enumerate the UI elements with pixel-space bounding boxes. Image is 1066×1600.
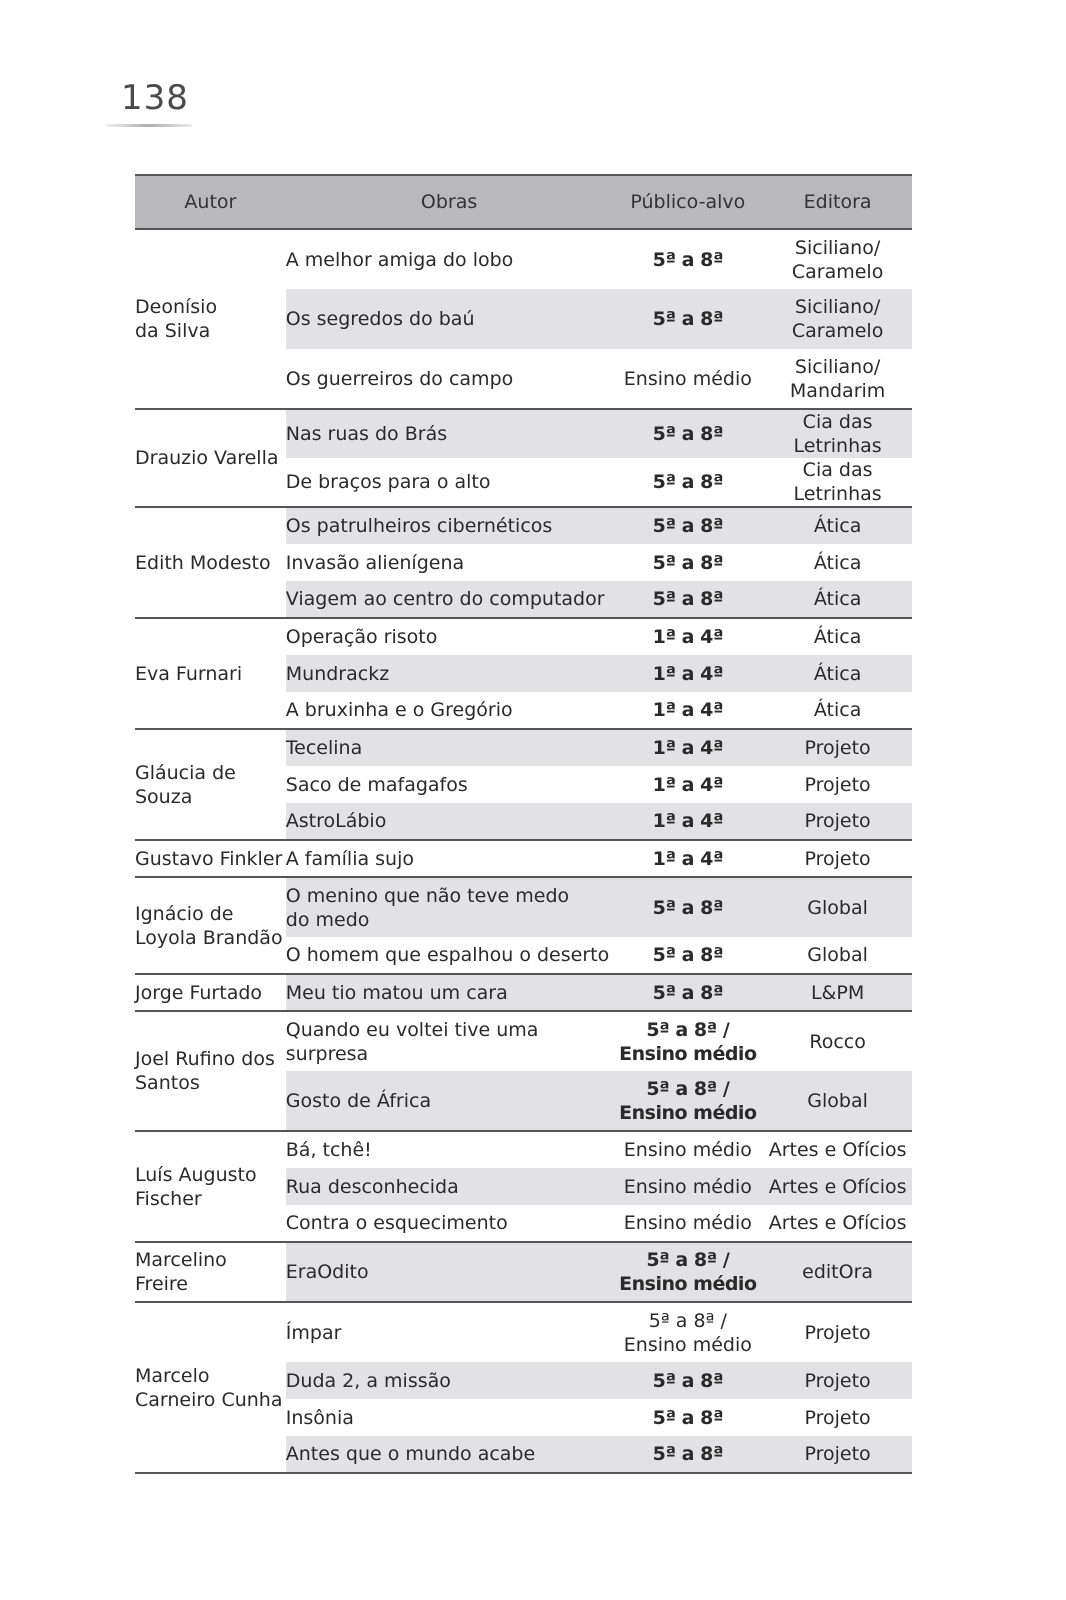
work-title-cell: Os guerreiros do campo <box>285 367 514 390</box>
publisher-cell: Projeto <box>763 729 912 766</box>
table-row <box>135 1242 912 1302</box>
work-title-cell: Rua desconhecida <box>286 1168 613 1205</box>
publisher-cell: Projeto <box>804 773 871 796</box>
work-title-cell: O homem que espalhou o deserto <box>285 944 610 966</box>
work-title-cell: Os segredos do baú <box>286 289 613 349</box>
audience-cell: 5ª a 8ª <box>612 507 763 544</box>
table-row <box>135 1011 912 1071</box>
table-row <box>135 877 912 937</box>
audience-cell: 5ª a 8ª <box>652 471 724 493</box>
audience-cell: Ensino médio <box>623 367 752 390</box>
audience-cell: 5ª a 8ª / Ensino médio <box>612 1011 763 1071</box>
publisher-cell: Ática <box>763 581 912 618</box>
work-title-cell: EraOdito <box>286 1242 613 1302</box>
publisher-cell: Projeto <box>804 1406 871 1429</box>
audience-cell: 5ª a 8ª <box>612 877 763 937</box>
publisher-cell: Projeto <box>763 803 912 840</box>
work-title-cell: A família sujo <box>286 840 613 877</box>
work-title-cell: Meu tio matou um cara <box>286 974 613 1011</box>
audience-cell: 1ª a 4ª <box>612 618 763 655</box>
table-row <box>135 1302 912 1362</box>
audience-cell: 5ª a 8ª <box>612 409 763 458</box>
catalog-table <box>135 174 912 1474</box>
audience-cell: 5ª a 8ª <box>612 581 763 618</box>
publisher-cell: Siciliano/ Caramelo <box>791 236 884 283</box>
author-cell: Eva Furnari <box>135 618 286 729</box>
work-title-cell: Contra o esquecimento <box>285 1212 508 1234</box>
publisher-cell: Siciliano/ Caramelo <box>763 289 912 349</box>
publisher-cell: Projeto <box>763 1302 912 1362</box>
publisher-cell: Projeto <box>763 1436 912 1473</box>
work-title-cell: A bruxinha e o Gregório <box>285 699 513 721</box>
author-cell: Luís Augusto Fischer <box>135 1131 286 1242</box>
audience-cell: 1ª a 4ª <box>652 773 724 796</box>
page-number-underline <box>106 124 192 127</box>
author-cell: Deonísio da Silva <box>135 229 286 409</box>
audience-cell: 5ª a 8ª / Ensino médio <box>612 1242 763 1302</box>
audience-cell: Ensino médio <box>612 1168 763 1205</box>
audience-cell: 1ª a 4ª <box>652 699 724 721</box>
publisher-cell: Global <box>807 944 868 966</box>
work-title-cell: AstroLábio <box>286 803 613 840</box>
work-title-cell: Insônia <box>285 1406 354 1429</box>
audience-cell: Ensino médio <box>612 1131 763 1168</box>
work-title-cell: Ímpar <box>286 1302 613 1362</box>
work-title-cell: Os patrulheiros cibernéticos <box>286 507 613 544</box>
work-title-cell: Nas ruas do Brás <box>286 409 613 458</box>
audience-cell: 1ª a 4ª <box>612 840 763 877</box>
table-row <box>135 840 912 877</box>
publisher-cell: Artes e Ofícios <box>768 1212 907 1234</box>
publisher-cell: L&PM <box>763 974 912 1011</box>
work-title-cell: A melhor amiga do lobo <box>285 248 514 271</box>
publisher-cell: Global <box>763 877 912 937</box>
author-cell: Drauzio Varella <box>135 409 286 507</box>
work-title-cell: Antes que o mundo acabe <box>286 1436 613 1473</box>
table-body <box>135 229 912 1473</box>
page-number: 138 <box>121 78 189 118</box>
audience-cell: 5ª a 8ª <box>652 551 724 574</box>
publisher-cell: Ática <box>813 699 862 721</box>
work-title-cell: Gosto de África <box>286 1071 613 1131</box>
author-cell: Ignácio de Loyola Brandão <box>135 877 286 974</box>
header-row <box>135 175 912 229</box>
author-cell: Gláucia de Souza <box>135 729 286 840</box>
work-title-cell: De braços para o alto <box>285 471 491 493</box>
publisher-cell: Artes e Ofícios <box>763 1168 912 1205</box>
publisher-cell: Projeto <box>763 840 912 877</box>
publisher-cell: Projeto <box>763 1362 912 1399</box>
audience-cell: 5ª a 8ª <box>612 974 763 1011</box>
author-cell: Gustavo Finkler <box>135 840 286 877</box>
header-obras: Obras <box>286 175 613 229</box>
audience-cell: 5ª a 8ª <box>652 944 724 966</box>
publisher-cell: Siciliano/ Mandarim <box>789 355 886 402</box>
work-title-cell: Viagem ao centro do computador <box>286 581 613 618</box>
audience-cell: Ensino médio <box>623 1212 752 1234</box>
work-title-cell: Quando eu voltei tive uma surpresa <box>286 1011 613 1071</box>
work-title-cell: Saco de mafagafos <box>285 773 468 796</box>
work-title-cell: O menino que não teve medo do medo <box>286 877 613 937</box>
work-title-cell: Tecelina <box>286 729 613 766</box>
publisher-cell: Ática <box>813 551 862 574</box>
table-row <box>135 1131 912 1168</box>
audience-cell: 1ª a 4ª <box>612 729 763 766</box>
audience-cell: 5ª a 8ª / Ensino médio <box>612 1071 763 1131</box>
table-row <box>135 229 912 289</box>
audience-cell: 5ª a 8ª / Ensino médio <box>612 1302 763 1362</box>
audience-cell: 1ª a 4ª <box>612 803 763 840</box>
work-title-cell: Invasão alienígena <box>285 551 465 574</box>
work-title-cell: Mundrackz <box>286 655 613 692</box>
work-title-cell: Bá, tchê! <box>286 1131 613 1168</box>
table-row <box>135 409 912 458</box>
header-editora: Editora <box>763 175 912 229</box>
author-cell: Edith Modesto <box>135 507 286 618</box>
publisher-cell: Ática <box>763 618 912 655</box>
table-row <box>135 507 912 544</box>
publisher-cell: Cia das Letrinhas <box>763 409 912 458</box>
audience-cell: 5ª a 8ª <box>652 1406 724 1429</box>
work-title-cell: Operação risoto <box>286 618 613 655</box>
publisher-cell: Artes e Ofícios <box>763 1131 912 1168</box>
table-row <box>135 974 912 1011</box>
table-row <box>135 618 912 655</box>
audience-cell: 1ª a 4ª <box>612 655 763 692</box>
work-title-cell: Duda 2, a missão <box>286 1362 613 1399</box>
author-cell: Jorge Furtado <box>135 974 286 1011</box>
header-autor: Autor <box>135 175 286 229</box>
author-cell: Marcelo Carneiro Cunha <box>135 1302 286 1473</box>
author-cell: Joel Rufino dos Santos <box>135 1011 286 1131</box>
audience-cell: 5ª a 8ª <box>612 1362 763 1399</box>
author-cell: Marcelino Freire <box>135 1242 286 1302</box>
audience-cell: 5ª a 8ª <box>652 248 724 271</box>
publisher-cell: Rocco <box>763 1011 912 1071</box>
publisher-cell: Ática <box>763 655 912 692</box>
audience-cell: 5ª a 8ª <box>612 1436 763 1473</box>
publisher-cell: editOra <box>763 1242 912 1302</box>
header-publico-alvo: Público-alvo <box>612 175 763 229</box>
publisher-cell: Ática <box>763 507 912 544</box>
table-row <box>135 729 912 766</box>
audience-cell: 5ª a 8ª <box>612 289 763 349</box>
publisher-cell: Global <box>763 1071 912 1131</box>
publisher-cell: Cia das Letrinhas <box>793 459 882 505</box>
